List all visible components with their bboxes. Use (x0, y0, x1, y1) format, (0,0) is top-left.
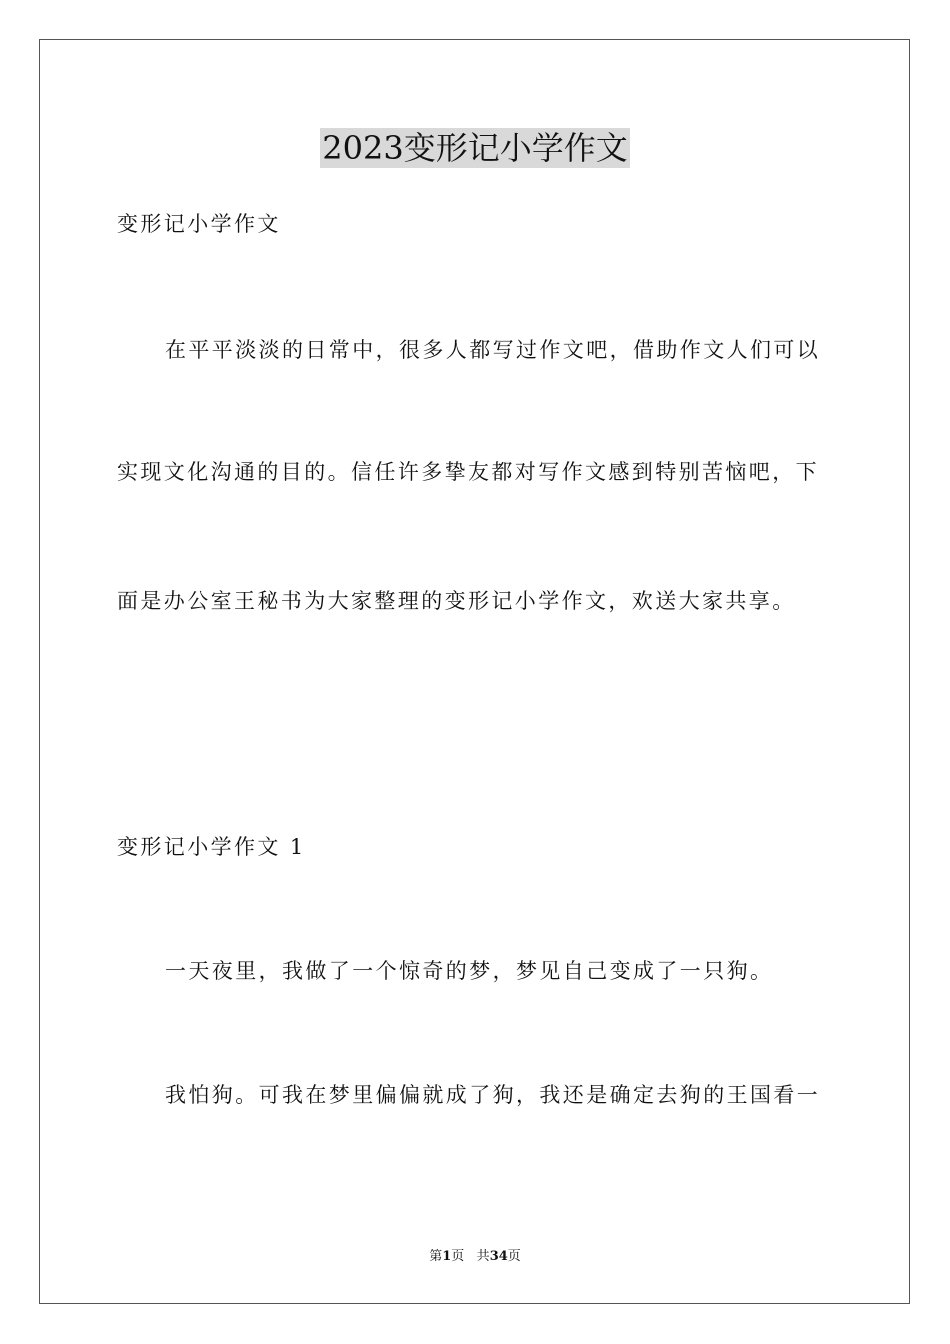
intro-line-3: 面是办公室王秘书为大家整理的变形记小学作文，欢送大家共享。 (117, 589, 796, 613)
intro-line-2: 实现文化沟通的目的。信任许多挚友都对写作文感到特别苦恼吧，下 (117, 460, 819, 484)
footer-total-unit: 页 (507, 1249, 521, 1264)
footer-total-pages: 34 (489, 1249, 508, 1264)
document-title: 2023变形记小学作文 (322, 129, 628, 167)
footer-page-unit: 页 (451, 1249, 465, 1264)
body-line-1: 一天夜里，我做了一个惊奇的梦，梦见自己变成了一只狗。 (165, 959, 774, 983)
intro-line-1: 在平平淡淡的日常中，很多人都写过作文吧，借助作文人们可以 (165, 338, 821, 362)
document-subtitle: 变形记小学作文 (117, 212, 281, 236)
page-footer (0, 1248, 950, 1266)
footer-prefix: 第 (429, 1249, 443, 1264)
footer-total-prefix: 共 (476, 1249, 490, 1264)
section-heading: 变形记小学作文 1 (117, 835, 306, 859)
body-line-2: 我怕狗。可我在梦里偏偏就成了狗，我还是确定去狗的王国看一 (165, 1083, 821, 1107)
footer-current-page: 1 (442, 1249, 452, 1264)
title-wrap (0, 128, 950, 168)
